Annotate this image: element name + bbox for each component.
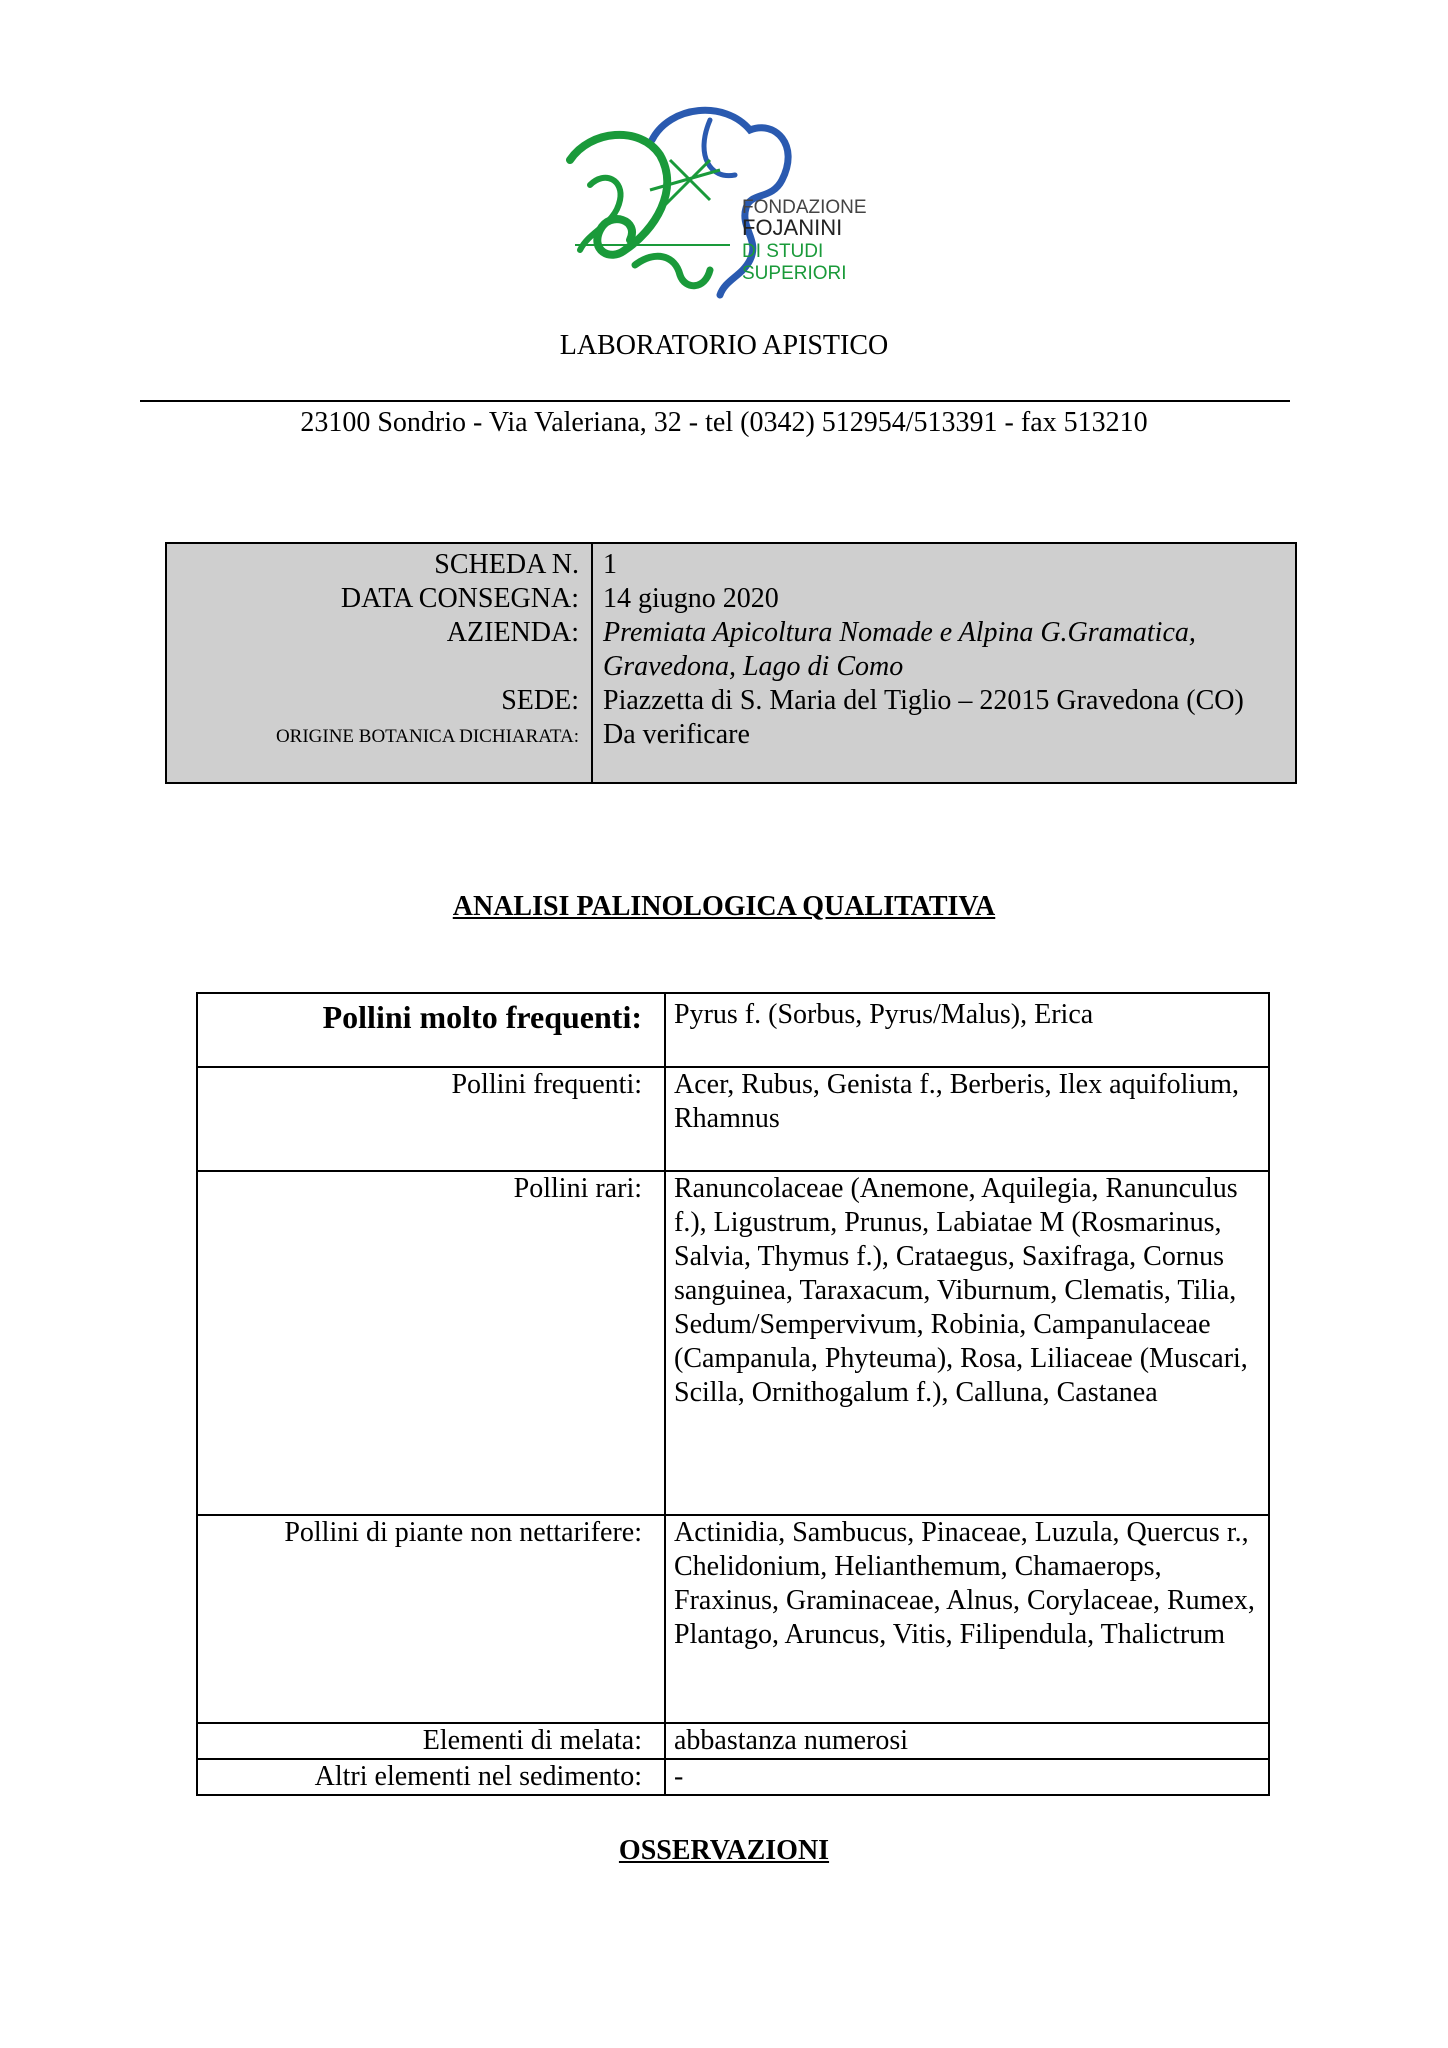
table-row <box>197 1171 1269 1515</box>
azienda-label: AZIENDA: <box>446 617 579 648</box>
logo-text-line2: FOJANINI <box>742 215 843 240</box>
pollen-value: abbastanza numerosi <box>665 1723 1269 1759</box>
pollen-value: Ranuncolaceae (Anemone, Aquilegia, Ranunculus f.), Ligustrum, Prunus, Labiatae M (Rosmarinus, Salvia, Thymus f.), Crataegus, Saxifraga, Cornus sanguinea, Taraxacum, Viburnum, Clematis, Tilia, Sedum/Sempervivum, Robinia, Campanulaceae (Campanula, Phyteuma), Rosa, Liliaceae (Muscari, Scilla, Ornithogalum f.), Calluna, Castanea <box>665 1171 1269 1515</box>
lab-address: 23100 Sondrio - Via Valeriana, 32 - tel (0342) 512954/513391 - fax 513210 <box>300 407 1148 438</box>
table-row <box>197 1759 1269 1795</box>
scheda-label: SCHEDA N. <box>434 549 579 580</box>
sede-label: SEDE: <box>501 685 579 716</box>
table-row <box>197 1723 1269 1759</box>
pollen-value: Pyrus f. (Sorbus, Pyrus/Malus), Erica <box>665 993 1269 1067</box>
logo-text-line3: DI STUDI <box>742 241 824 262</box>
pollen-value: Acer, Rubus, Genista f., Berberis, Ilex aquifolium, Rhamnus <box>665 1067 1269 1171</box>
azienda-value-line1: Premiata Apicoltura Nomade e Alpina G.Gramatica, <box>603 617 1196 648</box>
analysis-title: ANALISI PALINOLOGICA QUALITATIVA <box>452 891 996 922</box>
header-rule <box>140 400 1290 402</box>
logo-text-line4: SUPERIORI <box>742 263 847 284</box>
observations-title: OSSERVAZIONI <box>618 1835 830 1866</box>
info-box <box>165 542 1297 784</box>
table-row <box>197 1515 1269 1723</box>
azienda-value-line2: Gravedona, Lago di Como <box>603 651 904 682</box>
data-consegna-value: 14 giugno 2020 <box>603 583 779 614</box>
data-consegna-label: DATA CONSEGNA: <box>340 583 579 614</box>
info-divider <box>591 544 593 782</box>
pollen-table <box>196 992 1270 1796</box>
pollen-label: Elementi di melata: <box>197 1723 665 1759</box>
scheda-value: 1 <box>603 549 617 580</box>
origine-value: Da verificare <box>603 719 750 750</box>
pollen-label: Pollini frequenti: <box>197 1067 665 1171</box>
logo-text-line1: FONDAZIONE <box>742 197 867 218</box>
table-row <box>197 1067 1269 1171</box>
pollen-label: Pollini molto frequenti: <box>197 993 665 1067</box>
origine-label: ORIGINE BOTANICA DICHIARATA: <box>275 726 579 747</box>
pollen-label: Pollini di piante non nettarifere: <box>197 1515 665 1723</box>
pollen-label: Pollini rari: <box>197 1171 665 1515</box>
table-row <box>197 993 1269 1067</box>
pollen-value: - <box>665 1759 1269 1795</box>
pollen-value: Actinidia, Sambucus, Pinaceae, Luzula, Quercus r., Chelidonium, Helianthemum, Chamaerops, Fraxinus, Graminaceae, Alnus, Corylaceae, Rumex, Plantago, Aruncus, Vitis, Filipendula, Thalictrum <box>665 1515 1269 1723</box>
lab-name: LABORATORIO APISTICO <box>559 330 889 361</box>
pollen-label: Altri elementi nel sedimento: <box>197 1759 665 1795</box>
fondazione-fojanini-logo <box>560 100 900 300</box>
sede-value: Piazzetta di S. Maria del Tiglio – 22015 Gravedona (CO) <box>603 685 1244 716</box>
